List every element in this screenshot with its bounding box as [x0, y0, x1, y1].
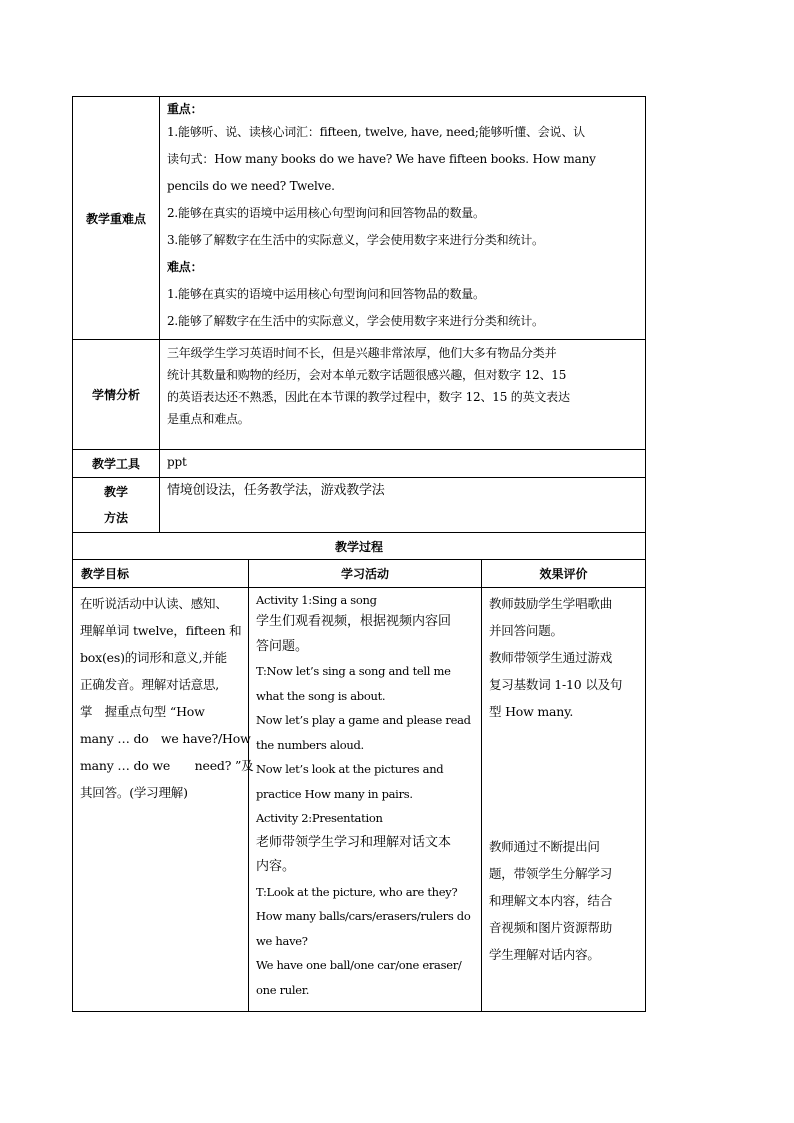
activity-cell: [249, 588, 482, 1012]
focus-list: [167, 119, 638, 254]
learner-analysis-row: [73, 340, 646, 450]
key-points-content: [160, 97, 646, 340]
analysis-line: 统计其数量和购物的经历，会对本单元数字话题很感兴趣，但对数字 12、15: [167, 368, 567, 382]
evaluation-line: 教师鼓励学生学唱歌曲: [489, 596, 613, 611]
methods-label-line: 方法: [103, 511, 128, 525]
focus-line: 读句式：How many books do we have? We have fifteen books. How many: [167, 152, 596, 166]
objective-line: 掌 握重点句型 “How: [80, 704, 205, 719]
key-points-label: 教学重难点: [73, 97, 160, 340]
methods-label-line: 教学: [103, 485, 128, 499]
activity-line: practice How many in pairs.: [256, 786, 413, 801]
focus-line: 1.能够听、说、读核心词汇：fifteen, twelve, have, need;能够听懂、会说、认: [167, 125, 585, 139]
process-header-row: [73, 560, 646, 588]
difficulty-line: 1.能够在真实的语境中运用核心句型询问和回答物品的数量。: [167, 287, 485, 301]
learner-analysis-label: 学情分析: [73, 340, 160, 450]
evaluation-line: 和理解文本内容，结合: [489, 893, 613, 908]
lesson-plan-table: [72, 96, 646, 1012]
focus-line: 3.能够了解数字在生活中的实际意义，学会使用数字来进行分类和统计。: [167, 233, 544, 247]
analysis-line: 的英语表达还不熟悉，因此在本节课的教学过程中，数字 12、15 的英文表达: [167, 390, 570, 404]
evaluation-cell: [482, 588, 646, 1012]
activity-line: T:Now let’s sing a song and tell me: [256, 664, 451, 678]
header-activity: 学习活动: [249, 560, 482, 588]
activity-line: we have?: [256, 933, 308, 948]
evaluation-line: 教师通过不断提出问: [489, 839, 600, 854]
evaluation-line: 学生理解对话内容。: [489, 947, 600, 962]
evaluation-line: 复习基数词 1-10 以及句: [489, 677, 623, 692]
analysis-line: 是重点和难点。: [167, 412, 250, 426]
tools-value: ppt: [167, 455, 187, 469]
activity-line: 答问题。: [256, 638, 309, 654]
activity-line: 学生们观看视频，根据视频内容回: [256, 614, 452, 629]
key-points-row: [73, 97, 646, 340]
activity-line: the numbers aloud.: [256, 737, 364, 752]
objective-line: many … do we need? ”及: [80, 758, 254, 773]
header-evaluation: 效果评价: [482, 560, 646, 588]
header-objective: 教学目标: [73, 560, 249, 588]
evaluation-line: 题，带领学生分解学习: [489, 866, 613, 881]
tools-value-cell: [160, 450, 646, 478]
activity-line: what the song is about.: [256, 688, 386, 703]
activity-line: Activity 2:Presentation: [256, 811, 383, 825]
activity-line: Activity 1:Sing a song: [256, 593, 377, 607]
process-title: 教学过程: [73, 533, 646, 560]
tools-label: 教学工具: [73, 450, 160, 478]
evaluation-line: 并回答问题。: [489, 623, 563, 638]
objective-cell: [73, 588, 254, 1012]
objective-line: 其回答。(学习理解): [80, 785, 188, 800]
methods-row: [73, 478, 646, 533]
activity-line: How many balls/cars/erasers/rulers do: [256, 909, 471, 923]
evaluation-line: 音视频和图片资源帮助: [489, 920, 613, 935]
activity-line: T:Look at the picture, who are they?: [256, 884, 458, 899]
objective-line: 正确发音。理解对话意思,: [80, 677, 220, 692]
methods-label: [73, 478, 160, 533]
difficulty-list: [167, 281, 638, 335]
learner-analysis-content: [160, 340, 646, 450]
activity-line: one ruler.: [256, 982, 310, 997]
methods-value: 情境创设法，任务教学法，游戏教学法: [167, 483, 385, 498]
difficulty-line: 2.能够了解数字在生活中的实际意义，学会使用数字来进行分类和统计。: [167, 314, 544, 328]
evaluation-spacer: [489, 725, 639, 833]
process-title-row: [73, 533, 646, 560]
objective-line: many … do we have?/How: [80, 731, 251, 746]
evaluation-line: 教师带领学生通过游戏: [489, 650, 613, 665]
activity-line: 老师带领学生学习和理解对话文本: [256, 834, 452, 850]
process-content-row: [73, 588, 646, 1012]
objective-line: 理解单词 twelve，fifteen 和: [80, 623, 242, 638]
activity-line: Now let’s play a game and please read: [256, 713, 471, 727]
methods-value-cell: [160, 478, 646, 533]
activity-line: 内容。: [256, 859, 296, 874]
evaluation-line: 型 How many.: [489, 704, 574, 719]
focus-line: pencils do we need? Twelve.: [167, 179, 335, 193]
objective-line: 在听说活动中认读、感知、: [80, 596, 228, 611]
activity-line: Now let’s look at the pictures and: [256, 762, 444, 776]
focus-title: 重点：: [167, 102, 203, 116]
activity-line: We have one ball/one car/one eraser/: [256, 958, 462, 972]
tools-row: [73, 450, 646, 478]
analysis-line: 三年级学生学习英语时间不长，但是兴趣非常浓厚，他们大多有物品分类并: [167, 346, 557, 360]
focus-line: 2.能够在真实的语境中运用核心句型询问和回答物品的数量。: [167, 206, 485, 220]
difficulty-title: 难点：: [167, 260, 203, 274]
objective-line: box(es)的词形和意义,并能: [80, 650, 227, 665]
